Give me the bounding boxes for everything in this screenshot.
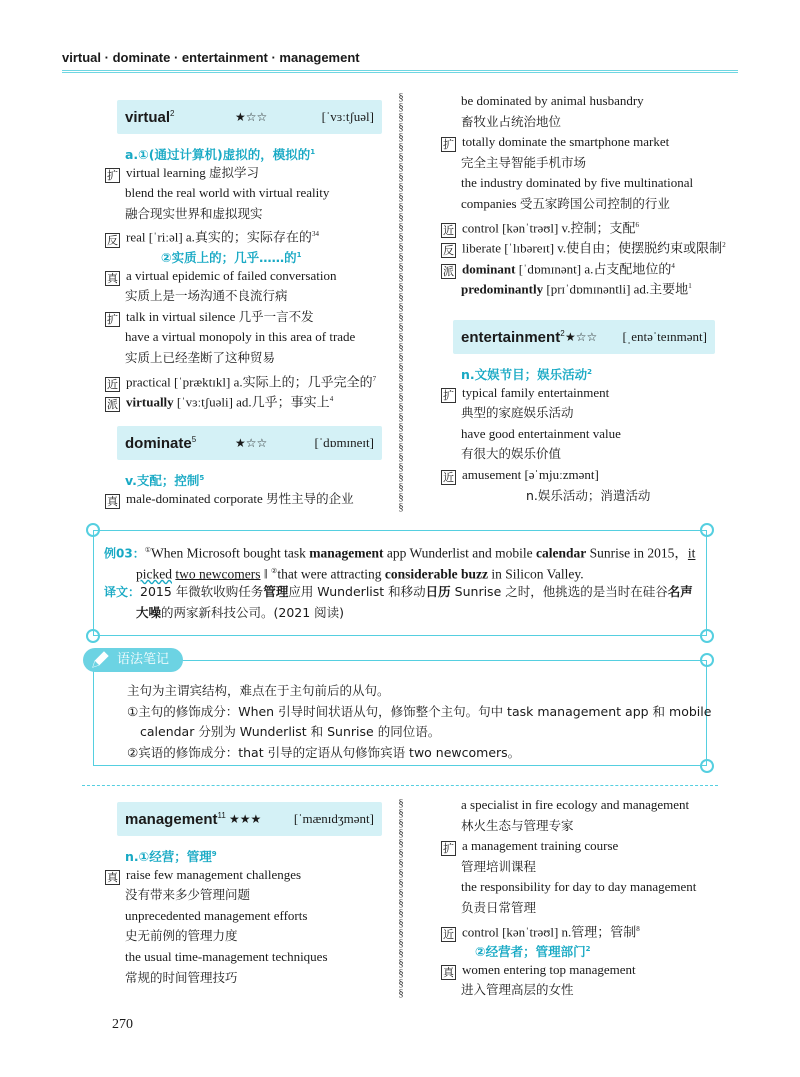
list-item: 派 virtually [ˈvɜːtʃuəli] ad.几乎；事实上$^4$ [107, 394, 334, 412]
list-item: 近 amusement [əˈmjuːzmənt] [443, 466, 599, 484]
list-item: 扩 virtual learning 虚拟学习 [107, 164, 260, 182]
tag-derivative: 派 [443, 265, 454, 279]
tag-real-exam: 真 [107, 271, 118, 285]
tag-antonym: 反 [107, 233, 118, 247]
list-item: 负责日常管理 [461, 899, 537, 915]
list-item: 真 raise few management challenges [107, 866, 302, 884]
pronunciation: [ˌentəˈteɪnmənt] [622, 329, 707, 344]
tag-real-exam: 真 [107, 494, 118, 508]
list-item: 融合现实世界和虚拟现实 [125, 205, 263, 221]
list-item: 近 control [kənˈtrəʊl] n.管理；管制$^8$ [443, 923, 640, 941]
tag-synonym: 近 [107, 377, 118, 391]
sense-1: v.支配；控制$^5$ [125, 473, 205, 489]
tag-ext: 扩 [107, 168, 118, 182]
list-item: 典型的家庭娱乐活动 [461, 405, 574, 421]
list-item: the responsibility for day to day management [461, 879, 697, 895]
note-line: calendar 分别为 Wunderlist 和 Sunrise 的同位语。 [140, 724, 441, 740]
dominate-entries-left [105, 468, 395, 509]
list-item: 实质上是一场沟通不良流行病 [125, 288, 288, 304]
list-item: 扩 a management training course [443, 838, 619, 856]
sense-1: n.①经营；管理$^9$ [125, 849, 217, 865]
example-sentence [104, 540, 704, 622]
entertainment-entries [441, 362, 731, 506]
translation-line-2: 大噪的两家新科技公司。(2021 阅读) [136, 604, 345, 620]
list-item: have a virtual monopoly in this area of trade [125, 329, 356, 345]
headword-box-dominate [117, 426, 382, 460]
headword-box-management [117, 802, 382, 836]
list-item: 实质上已经垄断了这种贸易 [125, 349, 276, 365]
list-item: 有很大的娱乐价值 [461, 446, 562, 462]
tag-real-exam: 真 [443, 965, 454, 979]
note-line: ①主句的修饰成分：When 引导时间状语从句，修饰整个主句。句中 task management app 和 mobile [127, 703, 712, 719]
sense-2: ②实质上的；几乎……的$^1$ [161, 250, 302, 266]
list-item: have good entertainment value [461, 425, 621, 441]
note-line: 主句为主谓宾结构，难点在于主句前后的从句。 [127, 683, 390, 698]
list-item: 近 control [kənˈtrəʊl] v.控制；支配$^6$ [443, 219, 639, 237]
headword-dominate: dominate$^5$ [125, 434, 197, 452]
section-divider [82, 785, 718, 786]
list-item: 真 a virtual epidemic of failed conversation [107, 267, 337, 285]
list-item: unprecedented management efforts [125, 907, 308, 923]
translation-line-1: 译文：2015 年微软收购任务管理应用 Wunderlist 和移动日历 Sunrise 之时，他挑选的是当时在硅谷名声 [104, 584, 693, 600]
headword-box-entertainment [453, 320, 715, 354]
list-item: companies 受五家跨国公司控制的行业 [461, 195, 670, 211]
corner-ornament [86, 629, 100, 643]
list-item: 畜牧业占统治地位 [461, 113, 562, 129]
tag-synonym: 近 [443, 470, 454, 484]
list-item: the usual time-management techniques [125, 948, 328, 964]
headword-management: management$^{11}$ [125, 810, 226, 828]
list-item: 进入管理高层的女性 [461, 982, 574, 998]
tag-ext: 扩 [443, 842, 454, 856]
grammar-note-title: 语法笔记 [83, 648, 183, 672]
list-item: 扩 talk in virtual silence 几乎一言不发 [107, 308, 314, 326]
frequency-stars: ★★★ [229, 811, 262, 826]
tag-real-exam: 真 [107, 870, 118, 884]
list-item: 真 male-dominated corporate 男性主导的企业 [107, 490, 354, 508]
tag-derivative: 派 [107, 398, 118, 412]
list-item: 常规的时间管理技巧 [125, 969, 238, 985]
list-item: n.娱乐活动；消遣活动 [526, 487, 651, 503]
grammar-note-body [127, 680, 712, 762]
list-item: 扩 typical family entertainment [443, 384, 610, 402]
list-item: a specialist in fire ecology and management [461, 797, 690, 812]
list-item: predominantly [prɪˈdɒmɪnəntli] ad.主要地$^1$ [461, 281, 692, 297]
note-line: ②宾语的修饰成分：that 引导的定语从句修饰宾语 two newcomers。 [127, 744, 521, 760]
list-item: 真 women entering top management [443, 961, 636, 979]
tag-synonym: 近 [443, 927, 454, 941]
sense-1: n.文娱节目；娱乐活动$^2$ [461, 367, 593, 383]
list-item: 管理培训课程 [461, 858, 537, 874]
list-item: 完全主导智能手机市场 [461, 154, 587, 170]
headword-box-virtual [117, 100, 382, 134]
dominate-entries-right [441, 91, 731, 297]
list-item: 扩 totally dominate the smartphone market [443, 134, 670, 152]
column-divider: § § § § § § § § § § § § § § § § § § § § [398, 798, 404, 999]
list-item: 林火生态与管理专家 [461, 817, 574, 833]
list-item: be dominated by animal husbandry [461, 93, 644, 108]
example-line-2: picked two newcomers ‖ ②that were attracting considerable buzz in Silicon Valley. [136, 566, 584, 582]
corner-ornament [700, 629, 714, 643]
header-rule [62, 70, 738, 73]
virtual-entries [105, 142, 395, 410]
frequency-stars: ★☆☆ [565, 329, 598, 344]
sense-1: a.①(通过计算机)虚拟的，模拟的$^1$ [125, 147, 316, 163]
tag-synonym: 近 [443, 223, 454, 237]
tag-ext: 扩 [443, 388, 454, 402]
running-header: virtual · dominate · entertainment · management [62, 50, 360, 65]
list-item: 近 practical [ˈpræktɪkl] a.实际上的；几乎完全的$^7$ [107, 373, 377, 391]
list-item: 史无前例的管理力度 [125, 928, 238, 944]
headword-entertainment: entertainment$^2$ [461, 328, 565, 346]
pronunciation: [ˈmænɪdʒmənt] [293, 811, 374, 826]
pronunciation: [ˈvɜːtʃuəl] [321, 109, 374, 124]
page-number: 270 [112, 1017, 133, 1032]
frequency-stars: ★☆☆ [235, 435, 268, 450]
corner-ornament [86, 523, 100, 537]
tag-antonym: 反 [443, 244, 454, 258]
column-divider: § § § § § § § § § § § § § § § § § § § § § § § § § § § § § § § § § § § § § § § § § § [398, 92, 404, 512]
list-item: 反 liberate [ˈlɪbəreɪt] v.使自由；使摆脱约束或限制$^2$ [443, 240, 726, 258]
corner-ornament [700, 653, 714, 667]
tag-ext: 扩 [107, 312, 118, 326]
example-line-1: 例03：①When Microsoft bought task management app Wunderlist and mobile calendar Sunrise in 2015，it [104, 545, 696, 561]
list-item: 没有带来多少管理问题 [125, 887, 251, 903]
tag-ext: 扩 [443, 138, 454, 152]
list-item: 派 dominant [ˈdɒmɪnənt] a.占支配地位的$^4$ [443, 261, 675, 279]
corner-ornament [700, 523, 714, 537]
management-entries-right [441, 795, 731, 1001]
list-item: 反 real [ˈriːəl] a.真实的；实际存在的$^{34}$ [107, 229, 319, 247]
headword-virtual: virtual$^2$ [125, 108, 175, 126]
management-entries-left [105, 844, 395, 988]
list-item: the industry dominated by five multinational [461, 175, 694, 191]
pencil-icon [90, 650, 110, 670]
frequency-stars: ★☆☆ [235, 109, 268, 124]
sense-2: ②经营者；管理部门$^2$ [475, 944, 591, 960]
list-item: blend the real world with virtual reality [125, 185, 330, 201]
pronunciation: [ˈdɒmɪneɪt] [314, 435, 374, 450]
